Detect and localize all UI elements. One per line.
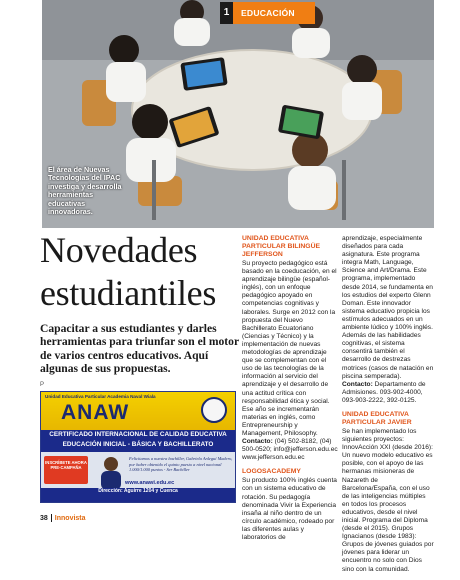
section-number: 1 [220, 2, 233, 24]
headline: Novedades estudiantiles [40, 230, 217, 313]
contact-label: Contacto: [342, 380, 373, 388]
ad-band-line2: EDUCACIÓN INICIAL - BÁSICA Y BACHILLERATO [62, 441, 214, 448]
entry-body: Su proyecto pedagógico está basado en la coeducación, en el aprendizaje bilingüe (español-inglés), con un enfoque pedagógico apoyado en competencias cognitivas y laborales. Surge en 2012 con la propuesta del Nuevo Bachillerato Ecuatoriano (Ciencias y Técnico) y la implementación de nuevas metodologías de aprendizaje que se complementan con el uso de las tecnologías de la información al servicio del aprendizaje y el desarrollo de una actitud crítica con responsabilidad ética y social. Ese año se incrementarán materias en inglés, como Entrepreneurship y Management, Philosophy. [242, 260, 337, 437]
entry-body: aprendizaje, especialmente diseñados para cada asignatura. Este programa integra Math, Language, Science and Art/Drama. Este programa, implementado desde 2014, se fundamenta en los estudios del experto Glenn Doman. Este innovador sistema educativo propicia los estímulos adecuados en un ambiente lúdico y 100% inglés. Además de las habilidades cognitivas, el sistema consentirá también el desarrollo de destrezas motrices (casos de natación en piscina semperada). [342, 235, 434, 380]
photo-caption: El área de Nuevas Tecnologías del IPAC investiga y desarrolla herramientas educativas innovadoras. [48, 165, 122, 217]
entry-body: Su producto 100% inglés cuenta con un sistema educativo de rotación. Su pedagogía denominada Vivir la Experiencia insaña al niño dentro de un círculo académico, rodeado por las diferentes aulas y laboratorios de [242, 477, 337, 541]
ad-band [41, 430, 235, 452]
ad-logo: ANAW [61, 401, 130, 424]
ad-footer [41, 488, 235, 502]
section-label: EDUCACIÓN [233, 2, 315, 24]
ad-address: Dirección: Aguirre 1204 y Cuenca [98, 488, 178, 494]
contact-info: (04) 502-8182, (04) 500-0520; info@jefferson.edu.ec www.jefferson.edu.ec [242, 438, 338, 462]
school-entry-jefferson [242, 235, 338, 462]
ad-quote: Felicitamos a nuestra bachiller, Gabriela Anleguí Madero, por haber obtenido el quinto puesto a nivel nacional 1.000/1.000 puntos - Ser Bachiller [129, 456, 233, 473]
ad-top-line: Unidad Educativa Particular Academia Naval Wiala [45, 394, 156, 399]
page-footer [40, 514, 86, 522]
deck: Capacitar a sus estudiantes y darles herramientas para triunfar son el motor de varios centros educativos. Aquí algunas de sus propuestas. [40, 322, 239, 376]
school-advertisement[interactable] [40, 391, 236, 503]
text-column-b [342, 235, 434, 580]
ad-url[interactable]: www.anawi.edu.ec [125, 480, 175, 486]
entry-title: LOGOSACADEMY [242, 468, 301, 476]
school-entry-logosacademy-cont [342, 235, 434, 405]
ad-band-line1: CERTIFICADO INTERNACIONAL DE CALIDAD EDUCATIVA [49, 431, 227, 438]
text-column-a [242, 235, 338, 548]
contact-info: Departamento de Admisiones. 093-902-4000, 093-903-2222, 392-0125. [342, 380, 426, 404]
ad-marker: P [40, 382, 45, 388]
magazine-name: Innovista [54, 514, 86, 522]
page-number: 38 [40, 514, 48, 522]
footer-divider [51, 514, 52, 522]
entry-title: UNIDAD EDUCATIVA PARTICULAR JAVIER [342, 410, 412, 426]
school-seal-icon [201, 397, 227, 423]
school-entry-javier [342, 411, 434, 574]
entry-title: UNIDAD EDUCATIVA PARTICULAR BILINGÜE JEFFERSON [242, 235, 321, 258]
entry-body: Se han implementado los siguientes proyectos: InnovAcción XXI (desde 2016): Un nuevo modelo educativo es posible, con el apoyo de las hermanas misioneras de Nazareth de Barcelona/España, con el uso de las inteligencias múltiples en todos los procesos educativos, desde el nivel inicial. Programa del Diploma (desde el 2015). Grupos Ignacianos (desde 1983): Grupos de jóvenes guiados por jóvenes para liderar un encuentro no solo con Dios sino con la comunidad. [342, 427, 434, 573]
section-tag [220, 2, 315, 24]
ad-badge: INSCRÍBETE AHORA PRE-CAMPAÑA [44, 456, 88, 484]
school-entry-logosacademy [242, 468, 338, 542]
student-portrait-icon [97, 454, 125, 490]
ad-header [41, 392, 235, 430]
students-tablets-photo [42, 0, 434, 228]
contact-label: Contacto: [242, 438, 273, 446]
